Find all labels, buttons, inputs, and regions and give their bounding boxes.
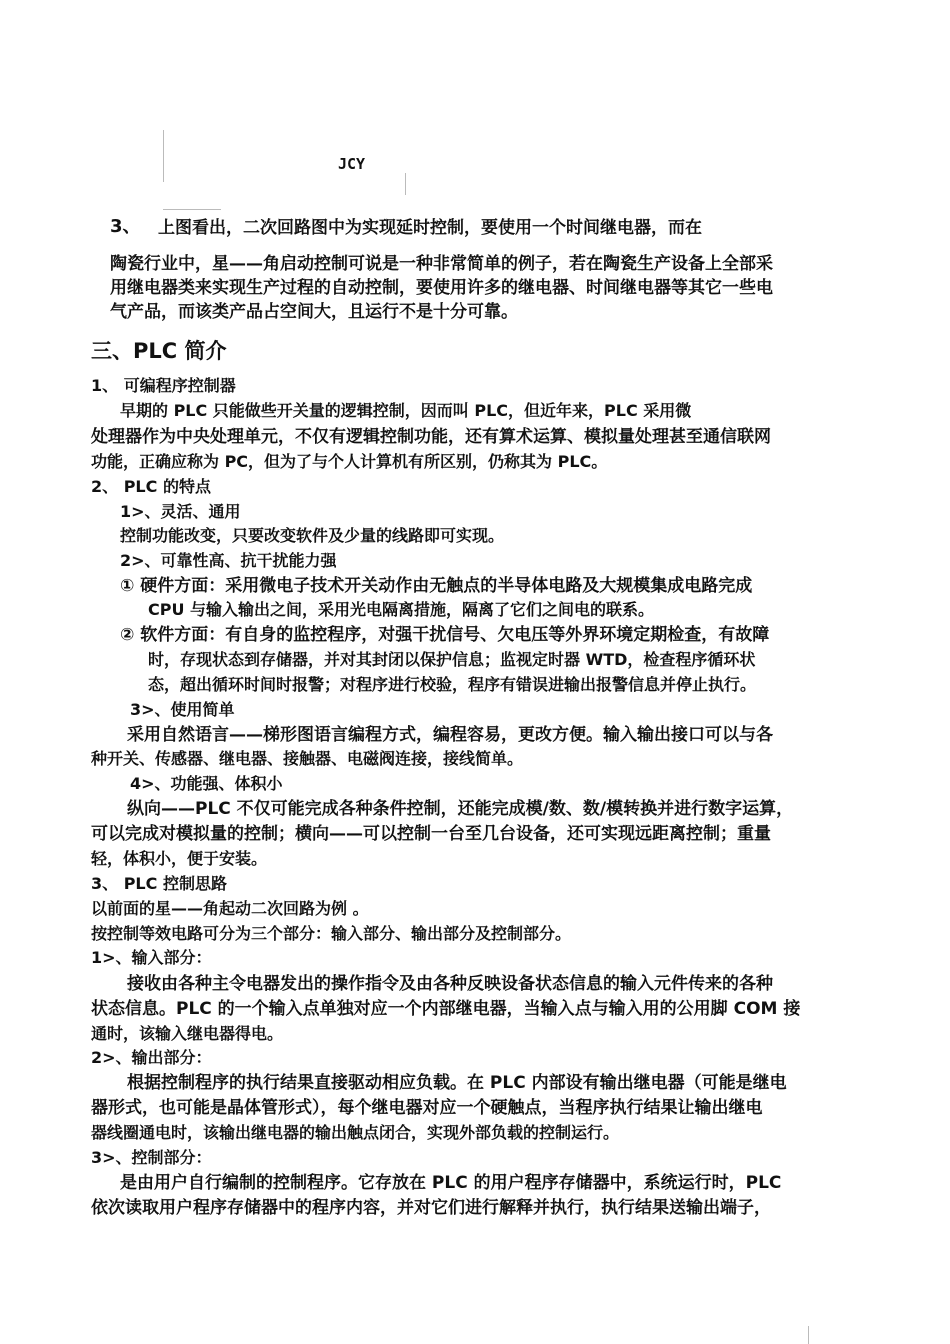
intro-line-3: 用继电器类来实现生产过程的自动控制，要使用许多的继电器、时间继电器等其它一些电 <box>110 278 773 298</box>
text-line: 采用自然语言——梯形图语言编程方式，编程容易，更改方便。输入输出接口可以与各 <box>127 725 773 745</box>
header-code: JCY <box>338 155 366 173</box>
text-line: 轻，体积小，便于安装。 <box>91 849 268 868</box>
text-line: 3>、使用简单 <box>130 700 235 719</box>
text-line: 态，超出循环时间时报警；对程序进行校验，程序有错误进输出报警信息并停止执行。 <box>148 675 757 694</box>
text-line: ① 硬件方面：采用微电子技术开关动作由无触点的半导体电路及大规模集成电路完成 <box>120 576 753 596</box>
intro-line-2: 陶瓷行业中，星——角启动控制可说是一种非常简单的例子，若在陶瓷生产设备上全部采 <box>110 254 773 274</box>
text-line: 根据控制程序的执行结果直接驱动相应负载。在 PLC 内部设有输出继电器（可能是继电 <box>127 1073 787 1093</box>
text-line: 1>、输入部分： <box>91 948 212 967</box>
text-line: 接收由各种主令电器发出的操作指令及由各种反映设备状态信息的输入元件传来的各种 <box>127 974 773 994</box>
text-line: 3>、控制部分： <box>91 1148 212 1167</box>
text-line: 功能，正确应称为 PC，但为了与个人计算机有所区别，仍称其为 PLC。 <box>91 452 608 471</box>
text-line: 处理器作为中央处理单元，不仅有逻辑控制功能，还有算术运算、模拟量处理甚至通信联网 <box>91 427 771 447</box>
text-line: CPU 与输入输出之间，采用光电隔离措施，隔离了它们之间电的联系。 <box>148 600 655 619</box>
text-line: 1>、灵活、通用 <box>120 502 241 521</box>
frame-line-right <box>405 173 406 195</box>
text-line: 器形式，也可能是晶体管形式），每个继电器对应一个硬触点，当程序执行结果让输出继电 <box>91 1098 763 1118</box>
text-line: 4>、功能强、体积小 <box>130 774 283 793</box>
text-line: 2>、可靠性高、抗干扰能力强 <box>120 551 337 570</box>
text-line: 按控制等效电路可分为三个部分：输入部分、输出部分及控制部分。 <box>91 924 572 943</box>
frame-line-left <box>163 130 164 182</box>
text-line: 以前面的星——角起动二次回路为例 。 <box>91 899 369 918</box>
text-line: 种开关、传感器、继电器、接触器、电磁阀连接，接线简单。 <box>91 749 524 768</box>
text-line: 是由用户自行编制的控制程序。它存放在 PLC 的用户程序存储器中，系统运行时，PLC <box>120 1173 782 1193</box>
frame-line-bottom <box>163 209 221 210</box>
text-line: 控制功能改变，只要改变软件及少量的线路即可实现。 <box>120 526 505 545</box>
text-line: 2>、输出部分： <box>91 1048 212 1067</box>
intro-number: 3、 <box>110 216 141 237</box>
text-line: 1、 可编程序控制器 <box>91 376 236 395</box>
text-line: 纵向——PLC 不仅可能完成各种条件控制，还能完成模/数、数/模转换并进行数字运算， <box>127 799 794 819</box>
text-line: 可以完成对模拟量的控制；横向——可以控制一台至几台设备，还可实现远距离控制；重量 <box>91 824 771 844</box>
text-line: 状态信息。PLC 的一个输入点单独对应一个内部继电器，当输入点与输入用的公用脚 COM 接 <box>91 999 801 1019</box>
text-line: 依次读取用户程序存储器中的程序内容，并对它们进行解释并执行，执行结果送输出端子， <box>91 1198 771 1218</box>
text-line: 3、 PLC 控制思路 <box>91 874 227 893</box>
intro-line-4: 气产品，而该类产品占空间大，且运行不是十分可靠。 <box>110 302 518 322</box>
text-line: ② 软件方面：有自身的监控程序，对强干扰信号、欠电压等外界环境定期检查，有故障 <box>120 625 770 645</box>
text-line: 2、 PLC 的特点 <box>91 477 211 496</box>
text-line: 早期的 PLC 只能做些开关量的逻辑控制，因而叫 PLC，但近年来，PLC 采用微 <box>120 401 692 420</box>
intro-line-1: 上图看出，二次回路图中为实现延时控制，要使用一个时间继电器，而在 <box>158 218 702 238</box>
text-line: 器线圈通电时，该输出继电器的输出触点闭合，实现外部负载的控制运行。 <box>91 1123 620 1142</box>
text-line: 时，存现状态到存储器，并对其封闭以保护信息；监视定时器 WTD，检查程序循环状 <box>148 650 756 669</box>
text-line: 通时，该输入继电器得电。 <box>91 1024 284 1043</box>
section-title: 三、PLC 简介 <box>91 339 227 363</box>
page-edge-mark <box>808 1326 809 1344</box>
